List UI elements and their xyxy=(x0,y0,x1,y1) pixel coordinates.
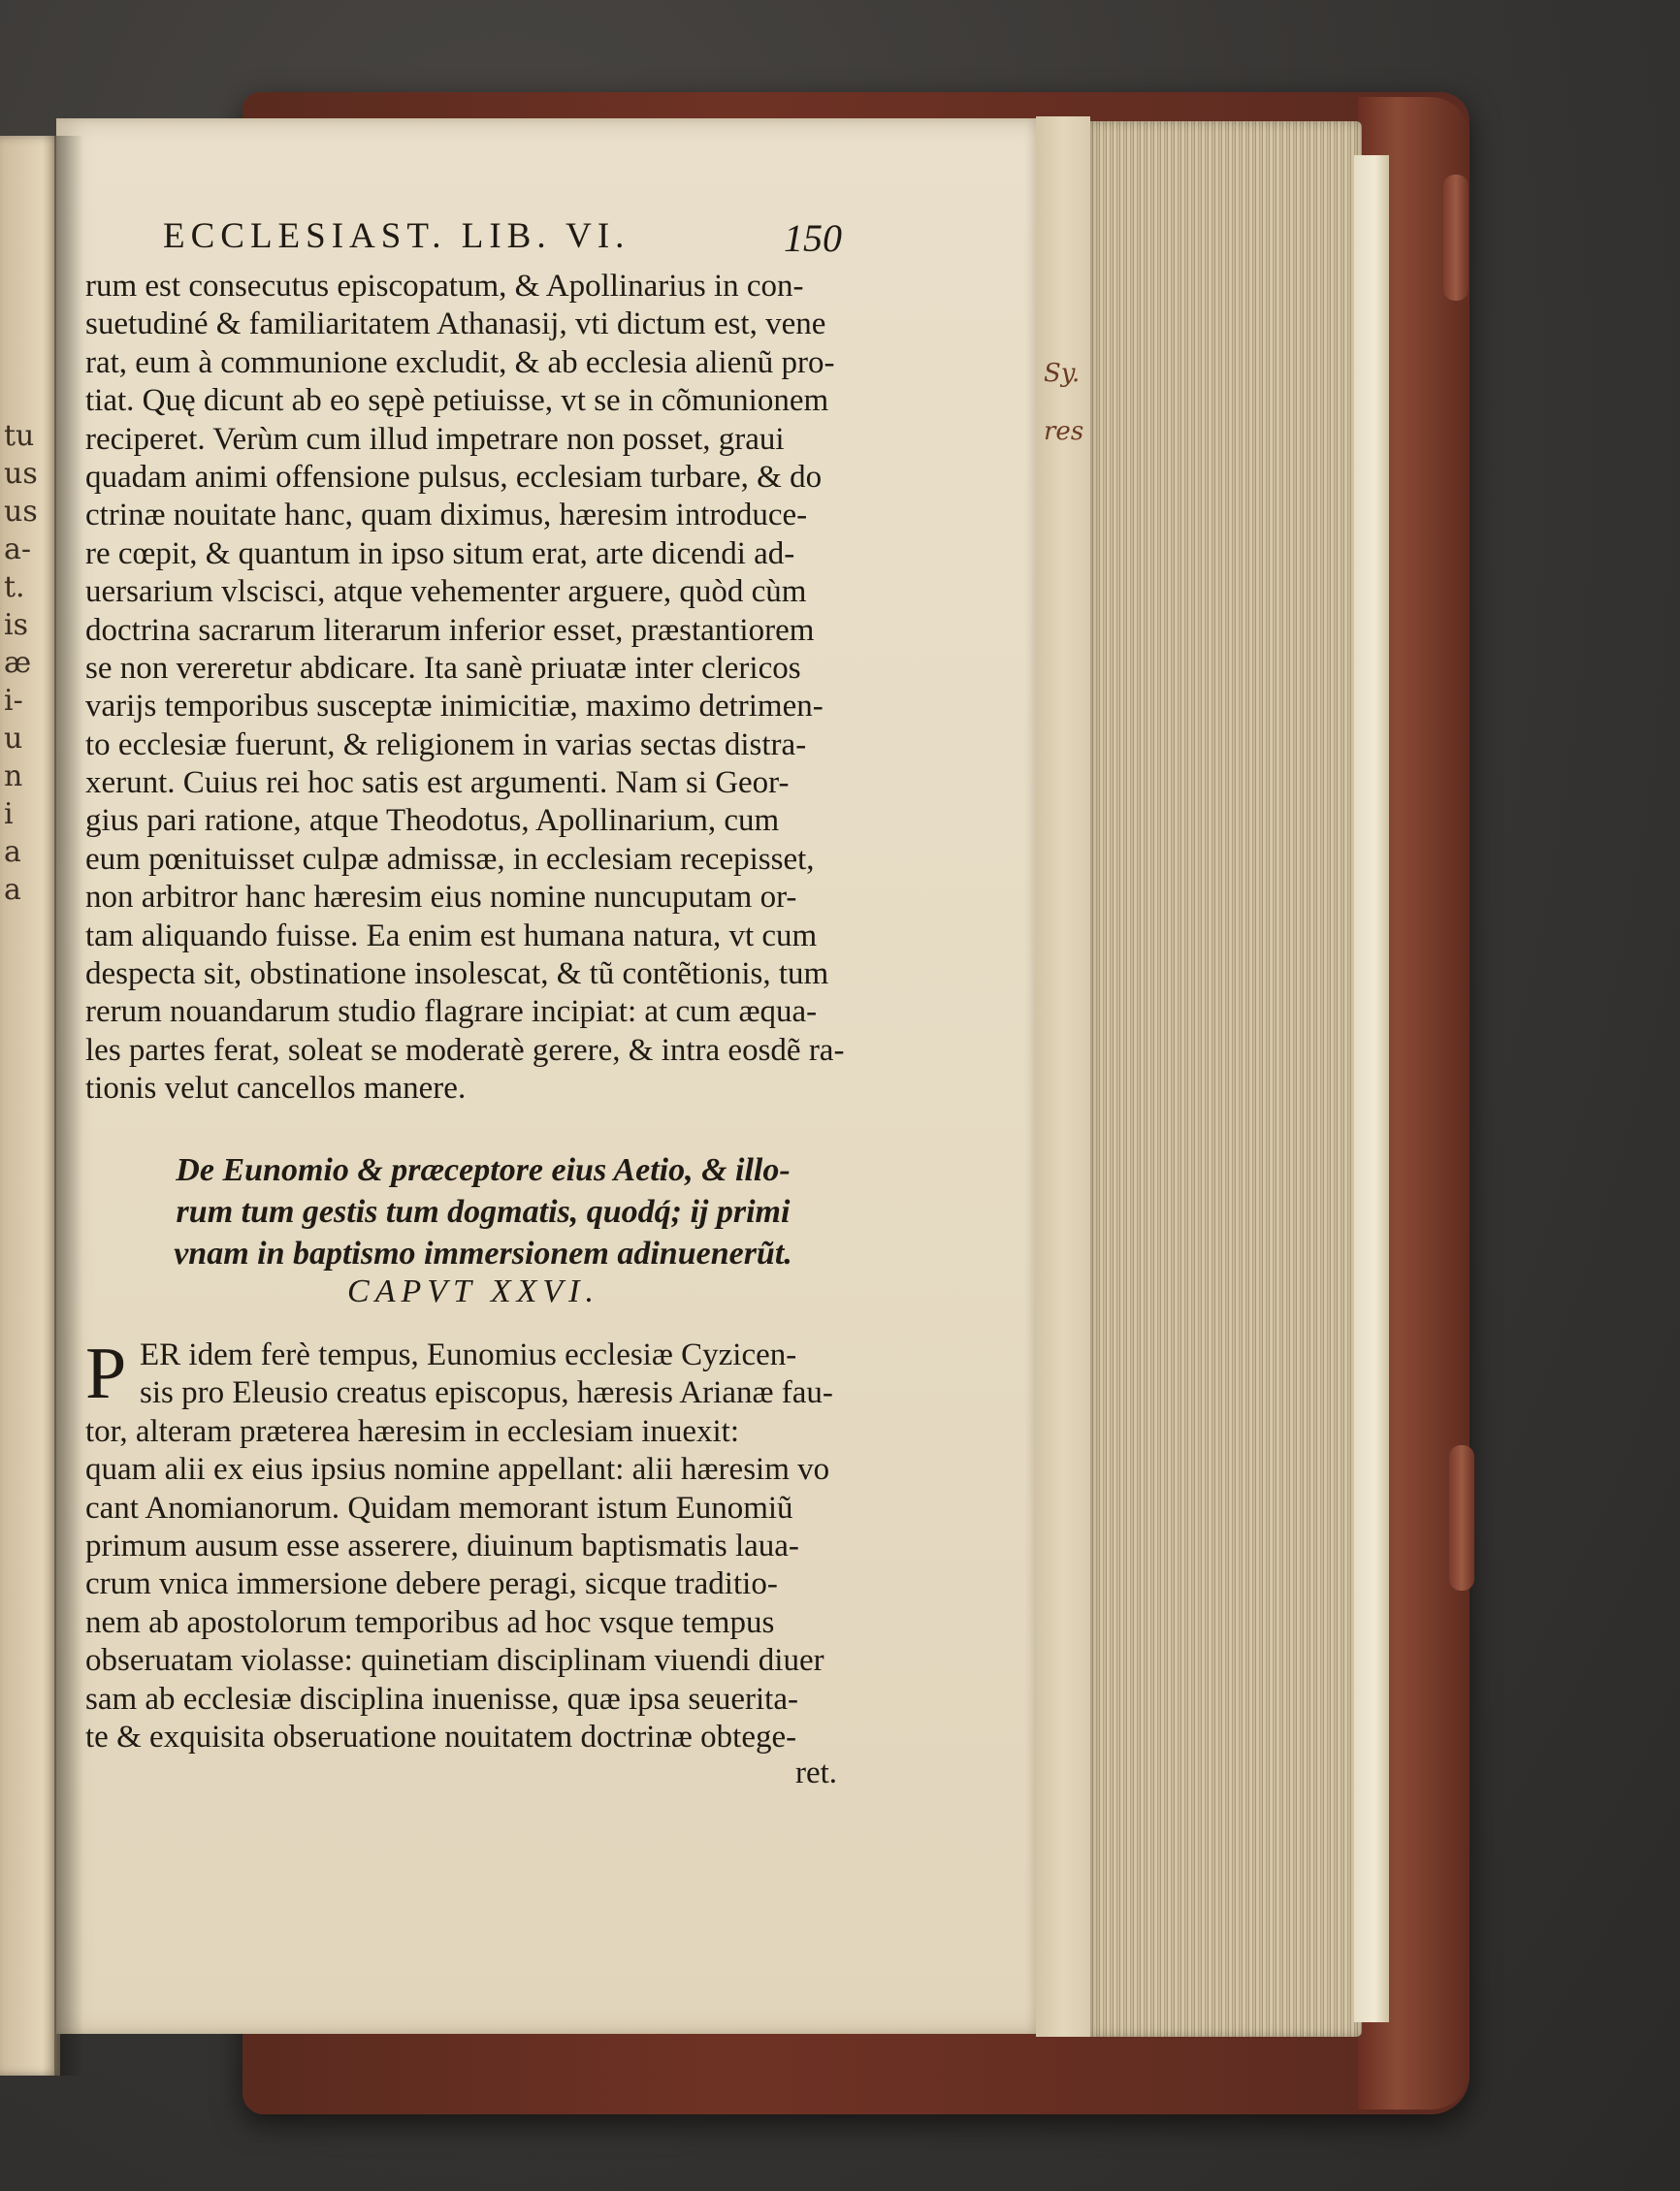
text-line: rat, eum à communione excludit, & ab ecclesia alienũ pro- xyxy=(85,344,835,380)
text-line: to ecclesiæ fuerunt, & religionem in varias sectas distra- xyxy=(85,726,807,762)
text-line: cant Anomianorum. Quidam memorant istum Eunomiũ xyxy=(85,1490,793,1526)
text-line: tor, alteram præterea hæresim in ecclesiam inuexit: xyxy=(85,1413,740,1449)
cover-clasp-mark xyxy=(1449,1445,1474,1591)
page-number: 150 xyxy=(784,216,842,260)
text-line: les partes ferat, soleat se moderatè gerere, & intra eosdẽ ra- xyxy=(85,1032,845,1068)
text-line: quadam animi offensione pulsus, ecclesiam turbare, & do xyxy=(85,459,823,495)
catchword: ret. xyxy=(795,1756,838,1790)
text-line: re cœpit, & quantum in ipso situm erat, arte dicendi ad- xyxy=(85,535,795,571)
text-line: rerum nouandarum studio flagrare incipiat: at cum æqua- xyxy=(85,994,818,1030)
running-title: ECCLESIAST. LIB. VI. xyxy=(163,216,630,256)
text-line: doctrina sacrarum literarum inferior esset, præstantiorem xyxy=(85,612,815,648)
text-line: uersarium vlscisci, atque vehementer arguere, quòd cùm xyxy=(85,574,807,610)
text-line: xerunt. Cuius rei hoc satis est argumenti. Nam si Geor- xyxy=(85,765,790,801)
text-line: varijs temporibus susceptæ inimicitiæ, maximo detrimen- xyxy=(85,689,824,725)
left-page-text-fragments: tu us us a- t. is æ i- u n i a a xyxy=(4,419,38,907)
text-line: obseruatam violasse: quinetiam disciplinam viuendi diuer xyxy=(85,1643,824,1679)
text-line: tiat. Quę dicunt ab eo sępè petiuisse, vt se in cõmunionem xyxy=(85,383,829,419)
text-line: sam ab ecclesiæ disciplina inuenisse, quæ ipsa seuerita- xyxy=(85,1681,798,1717)
right-leaf xyxy=(1036,116,1090,2037)
text-line: non arbitror hanc hæresim eius nomine nuncuputam or- xyxy=(85,880,797,916)
left-page xyxy=(0,136,60,2076)
text-line: ER idem ferè tempus, Eunomius ecclesiæ Cyzicen- xyxy=(140,1337,797,1372)
chapter-title-line: De Eunomio & præceptore eius Aetio, & illo- xyxy=(176,1152,791,1188)
text-line: nem ab apostolorum temporibus ad hoc vsque tempus xyxy=(85,1604,775,1640)
margin-note: Sy. xyxy=(1044,359,1081,388)
text-line: suetudiné & familiaritatem Athanasij, vti dictum est, vene xyxy=(85,306,826,342)
chapter-title-line: vnam in baptismo immersionem adinuenerũt. xyxy=(174,1236,792,1272)
page-block-fore-edge xyxy=(1354,155,1389,2022)
text-line: gius pari ratione, atque Theodotus, Apollinarium, cum xyxy=(85,803,780,839)
text-line: primum ausum esse asserere, diuinum baptismatis laua- xyxy=(85,1528,799,1563)
gutter-shadow xyxy=(54,136,83,2076)
text-line: despecta sit, obstinatione insolescat, & tũ contẽtionis, tum xyxy=(85,956,829,992)
chapter-title xyxy=(105,1149,861,1274)
text-line: tionis velut cancellos manere. xyxy=(85,1071,467,1107)
chapter-title-line: rum tum gestis tum dogmatis, quodq́; ij primi xyxy=(176,1194,791,1230)
text-line: sis pro Eleusio creatus episcopus, hæresis Arianæ fau- xyxy=(140,1375,833,1411)
text-line: tam aliquando fuisse. Ea enim est humana natura, vt cum xyxy=(85,918,818,953)
text-line: crum vnica immersione debere peragi, sicque traditio- xyxy=(85,1566,778,1602)
text-line: te & exquisita obseruatione nouitatem doctrinæ obtege- xyxy=(85,1719,797,1755)
margin-note: res xyxy=(1044,417,1084,446)
page-block-edges xyxy=(1090,121,1362,2037)
text-line: rum est consecutus episcopatum, & Apollinarius in con- xyxy=(85,269,804,304)
drop-cap: P xyxy=(85,1333,127,1414)
text-line: ctrinæ nouitate hanc, quam diximus, hæresim introduce- xyxy=(85,498,808,533)
chapter-number: CAPVT XXVI. xyxy=(347,1273,599,1309)
text-line: reciperet. Verùm cum illud impetrare non posset, graui xyxy=(85,421,785,457)
chapter-text xyxy=(85,1333,861,1756)
cover-clasp-mark xyxy=(1443,175,1469,301)
body-text xyxy=(85,268,861,1109)
text-line: quam alii ex eius ipsius nomine appellant: alii hæresim vo xyxy=(85,1452,830,1488)
text-line: se non vereretur abdicare. Ita sanè priuatæ inter clericos xyxy=(85,650,801,686)
text-line: eum pœnituisset culpæ admissæ, in ecclesiam recepisset, xyxy=(85,841,815,877)
